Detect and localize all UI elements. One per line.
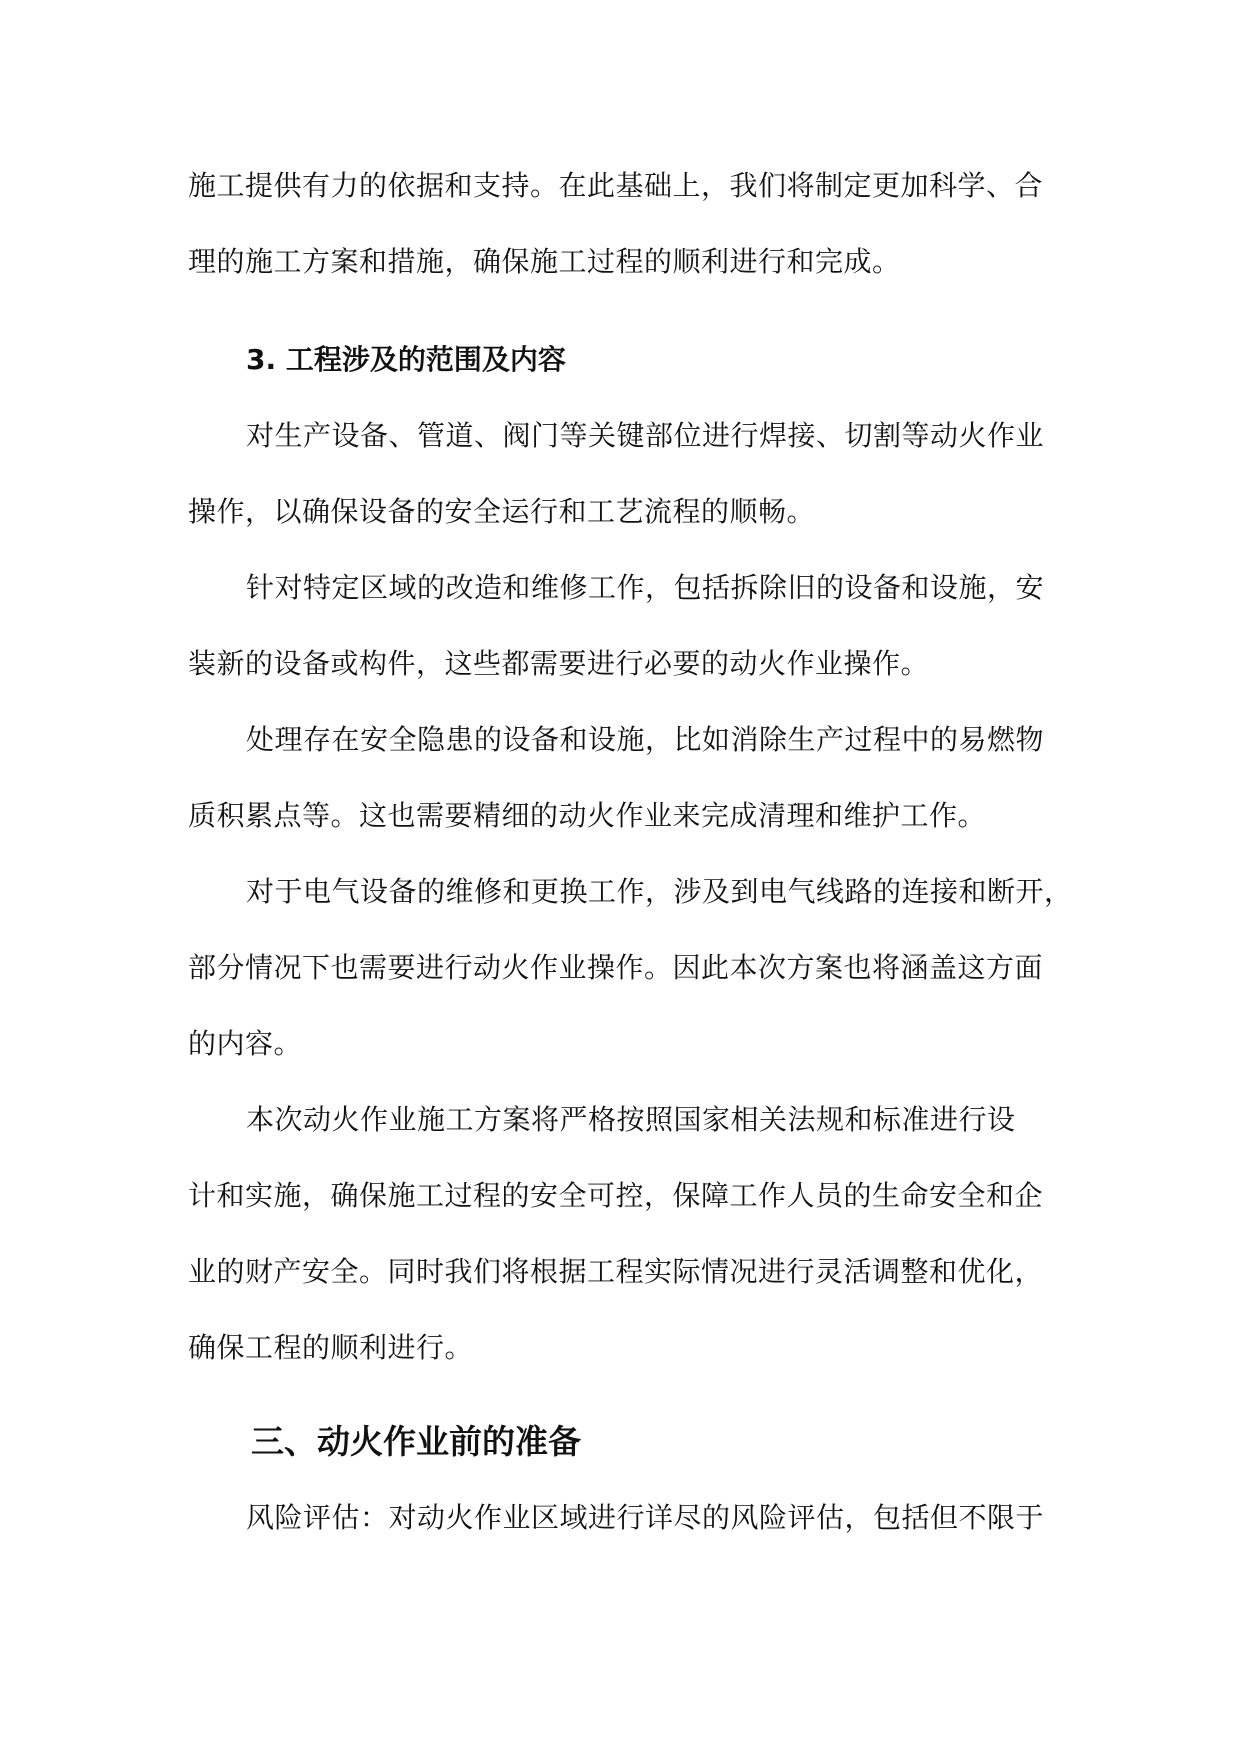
paragraph xyxy=(188,398,1058,550)
intro-paragraph xyxy=(188,148,1058,300)
paragraph xyxy=(188,1480,1058,1556)
text-line: 理的施工方案和措施，确保施工过程的顺利进行和完成。 xyxy=(188,245,901,278)
document-body xyxy=(188,148,1073,1556)
text-line: 操作，以确保设备的安全运行和工艺流程的顺畅。 xyxy=(188,495,816,528)
text-line: 部分情况下也需要进行动火作业操作。因此本次方案也将涵盖这方面 xyxy=(188,951,1044,984)
text-line: 的内容。 xyxy=(188,1027,303,1060)
text-line: 装新的设备或构件，这些都需要进行必要的动火作业操作。 xyxy=(188,647,930,680)
section-heading: 3. 工程涉及的范围及内容 xyxy=(246,343,566,376)
text-line: 对生产设备、管道、阀门等关键部位进行焊接、切割等动火作业 xyxy=(246,419,1045,452)
text-line: 计和实施，确保施工过程的安全可控，保障工作人员的生命安全和企 xyxy=(188,1179,1044,1212)
text-line: 确保工程的顺利进行。 xyxy=(188,1331,474,1364)
text-line: 本次动火作业施工方案将严格按照国家相关法规和标准进行设 xyxy=(246,1103,1016,1136)
paragraph xyxy=(188,854,1073,1082)
chapter-heading: 三、动火作业前的准备 xyxy=(251,1422,581,1461)
text-line: 针对特定区域的改造和维修工作，包括拆除旧的设备和设施，安 xyxy=(246,571,1045,604)
text-line: 风险评估：对动火作业区域进行详尽的风险评估，包括但不限于 xyxy=(246,1501,1045,1534)
text-line: 对于电气设备的维修和更换工作，涉及到电气线路的连接和断开， xyxy=(246,875,1073,908)
text-line: 施工提供有力的依据和支持。在此基础上，我们将制定更加科学、合 xyxy=(188,169,1044,202)
paragraph xyxy=(188,550,1058,702)
text-line: 处理存在安全隐患的设备和设施，比如消除生产过程中的易燃物 xyxy=(246,723,1045,756)
paragraph xyxy=(188,1082,1058,1386)
text-line: 质积累点等。这也需要精细的动火作业来完成清理和维护工作。 xyxy=(188,799,987,832)
text-line: 业的财产安全。同时我们将根据工程实际情况进行灵活调整和优化， xyxy=(188,1255,1044,1288)
paragraph xyxy=(188,702,1058,854)
